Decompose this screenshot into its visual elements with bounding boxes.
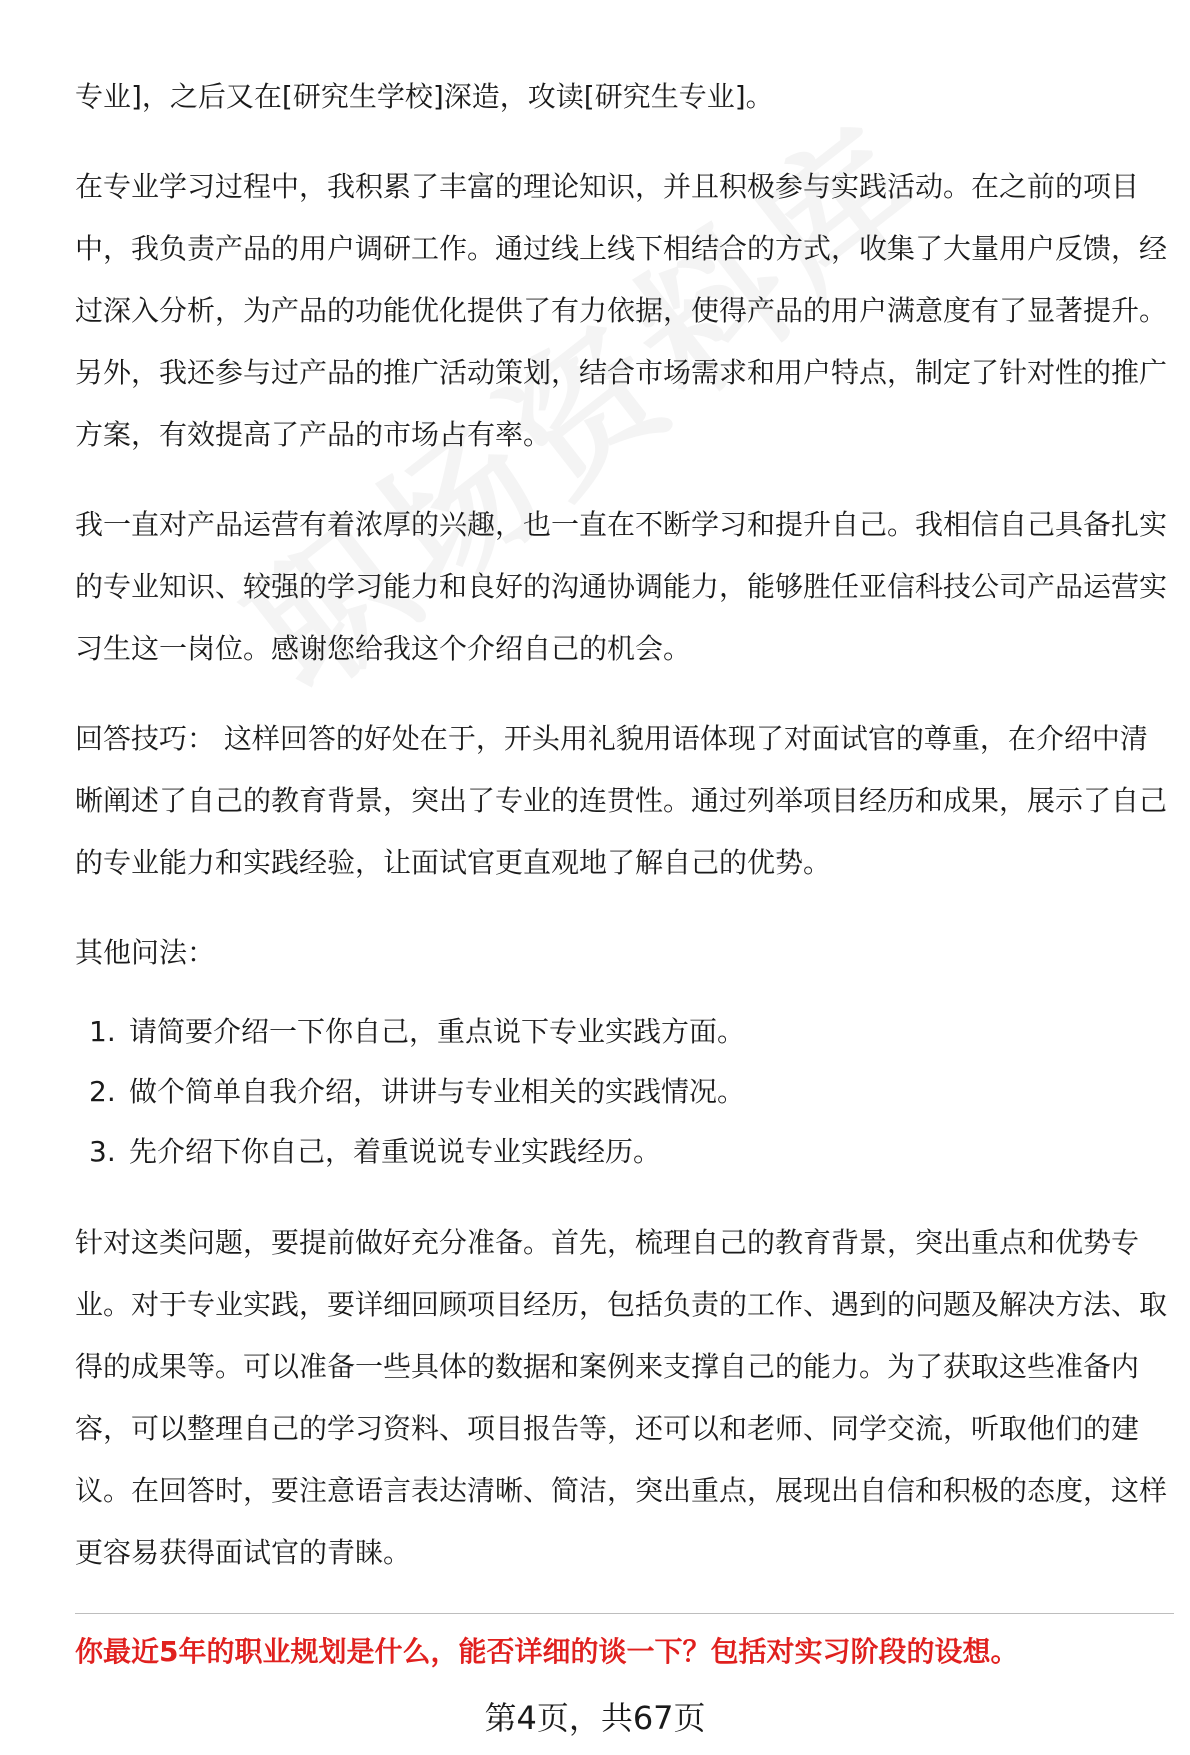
- alt-questions-heading: 其他问法：: [75, 936, 216, 969]
- content-body: [75, 66, 1175, 1584]
- paragraph-answer-tips: 回答技巧： 这样回答的好处在于，开头用礼貌用语体现了对面试官的尊重，在介绍中清晰阐述了自己的教育背景，突出了专业的连贯性。通过列举项目经历和成果，展示了自己的专业能力和实践经验，让面试官更直观地了解自己的优势。: [75, 722, 1168, 879]
- section-divider: [75, 1613, 1174, 1614]
- alt-questions-list: [75, 1002, 1175, 1182]
- paragraph-project-experience: 在专业学习过程中，我积累了丰富的理论知识，并且积极参与实践活动。在之前的项目中，我负责产品的用户调研工作。通过线上线下相结合的方式，收集了大量用户反馈，经过深入分析，为产品的功能优化提供了有力依据，使得产品的用户满意度有了显著提升。另外，我还参与过产品的推广活动策划，结合市场需求和用户特点，制定了针对性的推广方案，有效提高了产品的市场占有率。: [75, 170, 1168, 451]
- list-item-number: 1.: [89, 1015, 116, 1048]
- list-item-text: 先介绍下你自己，着重说说专业实践经历。: [129, 1135, 662, 1168]
- paragraph-interest: 我一直对产品运营有着浓厚的兴趣，也一直在不断学习和提升自己。我相信自己具备扎实的专业知识、较强的学习能力和良好的沟通协调能力，能够胜任亚信科技公司产品运营实习生这一岗位。感谢您给我这个介绍自己的机会。: [75, 508, 1168, 665]
- next-question-heading: 你最近5年的职业规划是什么，能否详细的谈一下？包括对实习阶段的设想。: [75, 1635, 1019, 1668]
- list-item-number: 3.: [89, 1135, 116, 1168]
- list-item: [75, 1122, 1175, 1182]
- list-item-text: 做个简单自我介绍，讲讲与专业相关的实践情况。: [129, 1075, 746, 1108]
- paragraph-preparation-advice: 针对这类问题，要提前做好充分准备。首先，梳理自己的教育背景，突出重点和优势专业。对于专业实践，要详细回顾项目经历，包括负责的工作、遇到的问题及解决方法、取得的成果等。可以准备一些具体的数据和案例来支撑自己的能力。为了获取这些准备内容，可以整理自己的学习资料、项目报告等，还可以和老师、同学交流，听取他们的建议。在回答时，要注意语言表达清晰、简洁，突出重点，展现出自信和积极的态度，这样更容易获得面试官的青睐。: [75, 1226, 1168, 1569]
- list-item: [75, 1002, 1175, 1062]
- page-number-footer: 第4页，共67页: [484, 1699, 706, 1737]
- list-item: [75, 1062, 1175, 1122]
- paragraph-intro-continued: 专业]，之后又在[研究生学校]深造，攻读[研究生专业]。: [75, 80, 774, 113]
- list-item-number: 2.: [89, 1075, 116, 1108]
- list-item-text: 请简要介绍一下你自己，重点说下专业实践方面。: [129, 1015, 746, 1048]
